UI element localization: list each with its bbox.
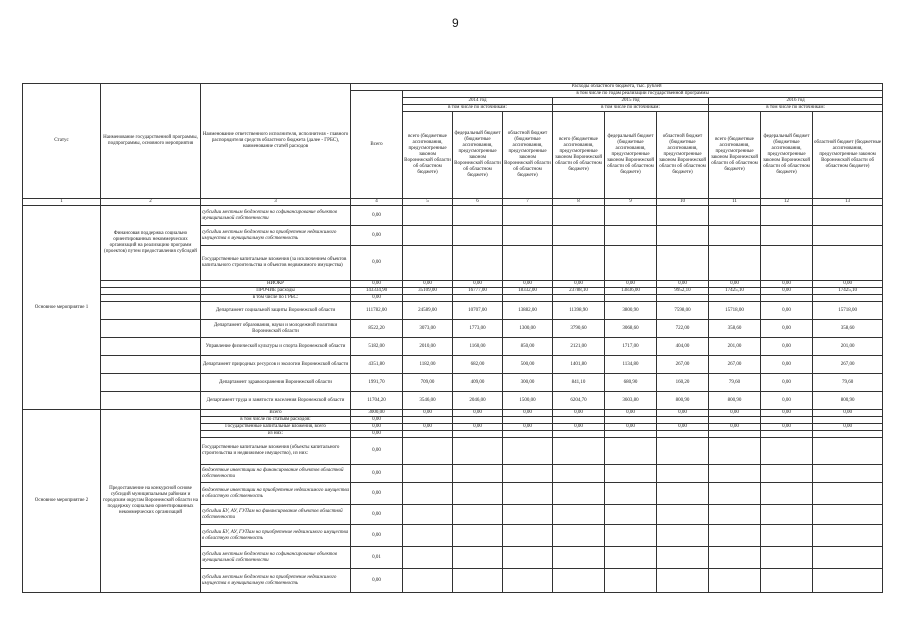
cell: 1773,00 xyxy=(453,320,503,338)
colnum: 7 xyxy=(503,199,553,206)
budget-table xyxy=(22,83,883,593)
cell: 8522,20 xyxy=(351,320,403,338)
header-src1-2016: всего (бюджетные ассигнования, предусмотренные законом Воронежской области об областном бюджете) xyxy=(709,112,761,199)
cell: 800,90 xyxy=(657,392,709,410)
header-sources-2016: в том числе по источникам: xyxy=(709,105,883,112)
cell: 11398,90 xyxy=(553,302,605,320)
header-by-years: в том числе по годам реализации государственной программы xyxy=(403,91,883,98)
cell: 0,00 xyxy=(403,424,453,431)
cell: 1401,80 xyxy=(553,356,605,374)
cell: 2046,00 xyxy=(453,392,503,410)
cell: 1300,00 xyxy=(503,320,553,338)
header-year-2014: 2014 год xyxy=(403,98,553,105)
colnum: 12 xyxy=(761,199,813,206)
cell: 23788,10 xyxy=(553,288,605,295)
cell: 0,00 xyxy=(351,431,403,438)
cell: 201,00 xyxy=(709,338,761,356)
cell: 0,00 xyxy=(453,424,503,431)
table-row xyxy=(23,295,883,302)
cell: 0,00 xyxy=(351,505,403,525)
cell: 0,00 xyxy=(351,525,403,547)
header-src1-2015: всего (бюджетные ассигнования, предусмотренные законом Воронежской области об областном бюджете) xyxy=(553,112,605,199)
cell: 5182,00 xyxy=(351,338,403,356)
cell: 15718,00 xyxy=(813,302,883,320)
cell: 17425,10 xyxy=(813,288,883,295)
cell: 0,00 xyxy=(709,281,761,288)
cell: 0,00 xyxy=(813,410,883,417)
header-expenses: Расходы областного бюджета, тыс. рублей xyxy=(351,84,883,91)
table-row xyxy=(23,302,883,320)
row-label: Департамент труда и занятости населения Воронежской области xyxy=(201,392,351,410)
cell: 0,00 xyxy=(605,281,657,288)
cell: 358,60 xyxy=(709,320,761,338)
cell: 800,90 xyxy=(709,392,761,410)
cell: 0,00 xyxy=(813,281,883,288)
colnum: 13 xyxy=(813,199,883,206)
table-row xyxy=(23,392,883,410)
cell: 0,00 xyxy=(761,356,813,374)
cell: 0,00 xyxy=(553,410,605,417)
row-label: Департамент образования, науки и молодежной политики Воронежской области xyxy=(201,320,351,338)
cell: 682,00 xyxy=(453,356,503,374)
row-total: 0,00 xyxy=(351,206,403,226)
header-src2-2014: федеральный бюджет (бюджетные ассигнования, предусмотренные законом Воронежской области об областном бюджете) xyxy=(453,112,503,199)
cell: 10707,00 xyxy=(453,302,503,320)
row-total: 0,00 xyxy=(351,226,403,246)
cell: 0,00 xyxy=(351,465,403,483)
colnum: 2 xyxy=(101,199,201,206)
header-program-name: Наименование государственной программы, подпрограммы, основного мероприятия xyxy=(101,84,201,199)
row-label: Департамент здравоохранения Воронежской области xyxy=(201,374,351,392)
cell: 267,00 xyxy=(709,356,761,374)
colnum: 4 xyxy=(351,199,403,206)
cell: 267,00 xyxy=(813,356,883,374)
row-label: ПРОЧИЕ расходы xyxy=(201,288,351,295)
colnum: 6 xyxy=(453,199,503,206)
table-row xyxy=(23,356,883,374)
cell: 0,00 xyxy=(453,281,503,288)
cell: 800,90 xyxy=(813,392,883,410)
row-label: Государственные капитальные вложения (за исключением объектов капитального строительства и объектов недвижимого имущества) xyxy=(201,246,351,281)
cell: 0,00 xyxy=(503,410,553,417)
cell: 0,00 xyxy=(351,569,403,593)
cell: 3800,90 xyxy=(605,302,657,320)
cell: 3000,00 xyxy=(351,410,403,417)
block1-name: Финансовая поддержка социально ориентированных некоммерческих организаций на реализацию программ (проектов) путем предоставления субсидий xyxy=(101,206,201,281)
row-label: в том числе по статьям расходов: xyxy=(201,417,351,424)
cell: 1134,80 xyxy=(605,356,657,374)
table-row xyxy=(23,281,883,288)
row-label: субсидии БУ, АУ, ГУПам на приобретение недвижимого имущества в областную собственность xyxy=(201,525,351,547)
cell: 4351,80 xyxy=(351,356,403,374)
cell: 3790,60 xyxy=(553,320,605,338)
cell: 0,00 xyxy=(761,410,813,417)
cell: 0,00 xyxy=(761,338,813,356)
row-label: субсидии местным бюджетам на приобретение недвижимого имущества в муниципальную собственность xyxy=(201,569,351,593)
cell: 1991,70 xyxy=(351,374,403,392)
cell: 0,00 xyxy=(761,320,813,338)
colnum: 10 xyxy=(657,199,709,206)
cell: 0,00 xyxy=(761,288,813,295)
header-src2-2015: федеральный бюджет (бюджетные ассигнования, предусмотренные законом Воронежской области об областном бюджете) xyxy=(605,112,657,199)
cell: 358,60 xyxy=(813,320,883,338)
cell: 11704,20 xyxy=(351,392,403,410)
row-label: субсидии местным бюджетам на софинансирование объектов муниципальной собственности xyxy=(201,547,351,569)
cell: 0,00 xyxy=(657,424,709,431)
header-sources-2015: в том числе по источникам: xyxy=(553,105,709,112)
row-label: Управление физической культуры и спорта Воронежской области xyxy=(201,338,351,356)
cell: 3603,80 xyxy=(605,392,657,410)
row-label: НИОКР xyxy=(201,281,351,288)
cell: 0,00 xyxy=(351,417,403,424)
cell: 13882,00 xyxy=(503,302,553,320)
cell: 3546,00 xyxy=(403,392,453,410)
cell: 1717,00 xyxy=(605,338,657,356)
cell: 709,00 xyxy=(403,374,453,392)
cell: 0,00 xyxy=(761,374,813,392)
colnum: 8 xyxy=(553,199,605,206)
cell: 0,00 xyxy=(403,410,453,417)
cell: 0,00 xyxy=(351,424,403,431)
row-label: бюджетные инвестиции на финансирование объектов областной собственности xyxy=(201,465,351,483)
cell: 0,00 xyxy=(657,410,709,417)
header-status: Статус xyxy=(23,84,101,199)
cell: 111782,00 xyxy=(351,302,403,320)
header-src3-2015: областной бюджет (бюджетные ассигнования, предусмотренные законом Воронежской области об областном бюджете) xyxy=(657,112,709,199)
cell: 404,00 xyxy=(657,338,709,356)
cell: 13836,00 xyxy=(605,288,657,295)
cell: 0,00 xyxy=(351,438,403,465)
cell: 2010,00 xyxy=(403,338,453,356)
header-executor: Наименование ответственного исполнителя, исполнителя - главного распорядителя средств областного бюджета (далее - ГРБС), наименование статей расходов xyxy=(201,84,351,199)
colnum: 5 xyxy=(403,199,453,206)
row-label: Департамент социальной защиты Воронежской области xyxy=(201,302,351,320)
cell: 0,00 xyxy=(761,302,813,320)
header-year-2015: 2015 год xyxy=(553,98,709,105)
cell: 0,00 xyxy=(351,295,403,302)
cell: 18332,00 xyxy=(503,288,553,295)
page-number: 9 xyxy=(452,16,459,30)
cell: 680,90 xyxy=(605,374,657,392)
cell: 0,00 xyxy=(605,410,657,417)
row-label: бюджетные инвестиции на приобретение недвижимого имущества в областную собственность xyxy=(201,483,351,505)
header-src3-2014: областной бюджет (бюджетные ассигнования, предусмотренные законом Воронежской области об областном бюджете) xyxy=(503,112,553,199)
cell: 0,00 xyxy=(813,424,883,431)
cell: 0,00 xyxy=(503,424,553,431)
cell: 1182,00 xyxy=(403,356,453,374)
cell: 35109,00 xyxy=(403,288,453,295)
row-label: Государственные капитальные вложения, всего xyxy=(201,424,351,431)
header-total: Всего xyxy=(351,91,403,199)
cell: 0,00 xyxy=(761,392,813,410)
block2-name: Предоставление на конкурсной основе субсидий муниципальным районам и городским округам Воронежской области на поддержку социально ориентированных некоммерческих организаций xyxy=(101,410,201,593)
block1-status: Основное мероприятие 1 xyxy=(23,206,101,410)
header-sources-2014: в том числе по источникам: xyxy=(403,105,553,112)
row-total: 0,00 xyxy=(351,246,403,281)
cell: 7598,00 xyxy=(657,302,709,320)
row-label: в том числе по ГРБС: xyxy=(201,295,351,302)
row-label: Государственные капитальные вложения (объекты капитального строительства и недвижимое имущество), из них: xyxy=(201,438,351,465)
cell: 143334,90 xyxy=(351,288,403,295)
cell: 1500,00 xyxy=(503,392,553,410)
cell: 15718,00 xyxy=(709,302,761,320)
header-src2-2016: федеральный бюджет (бюджетные ассигнования, предусмотренные законом Воронежской области об областном бюджете) xyxy=(761,112,813,199)
cell: 0,00 xyxy=(761,424,813,431)
header-src1-2014: всего (бюджетные ассигнования, предусмотренные законом Воронежской области об областном бюджете) xyxy=(403,112,453,199)
cell: 300,00 xyxy=(503,374,553,392)
cell: 0,01 xyxy=(351,547,403,569)
row-label: Департамент природных ресурсов и экологии Воронежской области xyxy=(201,356,351,374)
table-row xyxy=(23,288,883,295)
cell: 0,00 xyxy=(453,410,503,417)
cell: 3068,60 xyxy=(605,320,657,338)
cell: 0,00 xyxy=(553,424,605,431)
table-row xyxy=(23,206,883,226)
cell: 2121,00 xyxy=(553,338,605,356)
row-label: субсидии местным бюджетам на софинансирование объектов муниципальной собственности xyxy=(201,206,351,226)
row-label: субсидии БУ, АУ, ГУПам на финансирование объектов областной собственности xyxy=(201,505,351,525)
table-row xyxy=(23,374,883,392)
block2-status: Основное мероприятие 2 xyxy=(23,410,101,593)
row-label: Всего xyxy=(201,410,351,417)
cell: 0,00 xyxy=(351,281,403,288)
row-label: из них: xyxy=(201,431,351,438)
cell: 0,00 xyxy=(761,281,813,288)
colnum: 11 xyxy=(709,199,761,206)
colnum: 9 xyxy=(605,199,657,206)
table-row xyxy=(23,410,883,417)
colnum: 1 xyxy=(23,199,101,206)
cell: 500,00 xyxy=(503,356,553,374)
cell: 0,00 xyxy=(553,281,605,288)
cell: 267,00 xyxy=(657,356,709,374)
cell: 16777,00 xyxy=(453,288,503,295)
cell: 0,00 xyxy=(605,424,657,431)
cell: 841,10 xyxy=(553,374,605,392)
cell: 0,00 xyxy=(351,483,403,505)
cell: 79,60 xyxy=(709,374,761,392)
cell: 24589,00 xyxy=(403,302,453,320)
cell: 1160,00 xyxy=(453,338,503,356)
colnum: 3 xyxy=(201,199,351,206)
cell: 6204,70 xyxy=(553,392,605,410)
cell: 850,00 xyxy=(503,338,553,356)
header-year-2016: 2016 год xyxy=(709,98,883,105)
cell: 201,00 xyxy=(813,338,883,356)
table-row xyxy=(23,338,883,356)
cell: 3073,00 xyxy=(403,320,453,338)
cell: 0,00 xyxy=(709,410,761,417)
cell: 0,00 xyxy=(503,281,553,288)
cell: 17425,10 xyxy=(709,288,761,295)
cell: 9952,10 xyxy=(657,288,709,295)
cell: 0,00 xyxy=(657,281,709,288)
header-src3-2016: областной бюджет (бюджетные ассигнования, предусмотренные законом Воронежской области об областном бюджете) xyxy=(813,112,883,199)
table-row xyxy=(23,320,883,338)
cell: 160,20 xyxy=(657,374,709,392)
cell: 409,00 xyxy=(453,374,503,392)
cell: 0,00 xyxy=(709,424,761,431)
cell: 722,00 xyxy=(657,320,709,338)
cell: 79,60 xyxy=(813,374,883,392)
cell: 0,00 xyxy=(403,281,453,288)
row-label: субсидии местным бюджетам на приобретение недвижимого имущества в муниципальную собственность xyxy=(201,226,351,246)
